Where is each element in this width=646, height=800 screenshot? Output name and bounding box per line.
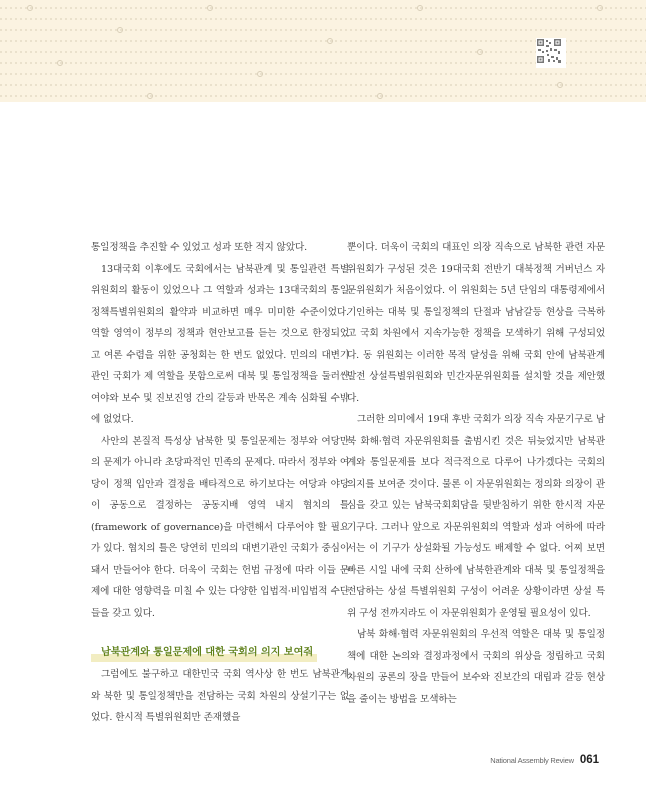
decorative-header-band <box>0 0 646 102</box>
qr-code-icon <box>536 38 566 68</box>
paragraph: 남북 화해·협력 자문위원회의 우선적 역할은 대북 및 통일정책에 대한 논의와 결정과정에서 국회의 위상을 정립하고 국회 차원의 공론의 장을 만들어 보수와 진보간의 대립과 갈등 현상을 줄이는 방법을 모색하는 <box>347 629 605 705</box>
journal-name: National Assembly Review <box>490 756 574 765</box>
paragraph: 그러한 의미에서 19대 후반 국회가 의장 직속 자문기구로 남북 화해·협력 자문위원회를 출범시킨 것은 뒤늦었지만 남북관계와 통일문제를 보다 적극적으로 다루어 나가겠다는 국회의 의지를 보여준 것이다. 물론 이 자문위원회는 정의화 의장이 관심을 갖고 있는 남북국회회담을 뒷받침하기 위한 한시적 자문기구다. 그러나 앞으로 자문위원회의 역할과 성과 여하에 따라서는 이 기구가 상설화될 가능성도 배제할 수 없다. 어찌 보면 빠른 시일 내에 국회 산하에 남북한관계와 대북 및 통일정책을 전담하는 상설 특별위원회 구성이 어려운 상황이라면 상설 특위 구성 전까지라도 이 자문위원회가 운영될 필요성이 있다. <box>347 414 605 619</box>
left-text-column <box>91 237 349 729</box>
page-number: 061 <box>579 754 599 766</box>
paragraph: 사안의 본질적 특성상 남북한 및 통일문제는 정부와 여당만의 문제가 아니라 초당파적인 민족의 문제다. 따라서 정부와 여당이 정책 입안과 결정을 배타적으로 하기보다는 여당과 야당이 공동으로 결정하는 공동지배 영역 내지 협치의 틀(framework of governance)을 마련해서 다루어야 할 필요가 있다. 협치의 틀은 당연히 민의의 대변기관인 국회가 중심이 돼서 만들어야 한다. 더욱이 국회는 헌법 규정에 따라 이들 문제에 대한 영향력을 미칠 수 있는 다양한 입법적·비입법적 수단들을 갖고 있다. <box>91 435 349 619</box>
paragraph: 그럼에도 불구하고 대한민국 국회 역사상 한 번도 남북관계와 북한 및 통일정책만을 전담하는 국회 차원의 상설기구는 없었다. 한시적 특별위원회만 존재했을 <box>91 669 349 723</box>
paragraph: 13대국회 이후에도 국회에서는 남북관계 및 통일관련 특별위원회의 활동이 있었으나 그 역할과 성과는 13대국회의 통일정책특별위원회의 활약과 비교하면 매우 미미한 수준이었다. 역할 영역이 정부의 정책과 현안보고를 듣는 것으로 한정되었고 여론 수렴을 위한 공청회는 한 번도 없었다. 민의의 대변기관인 국회가 제 역할을 못함으로써 대북 및 통일정책을 둘러싼 여야와 보수 및 진보진영 간의 갈등과 반목은 계속 심화될 수밖에 없었다. <box>91 263 349 425</box>
right-text-column <box>347 237 605 710</box>
page-footer <box>490 754 599 766</box>
paragraph: 통일정책을 추진할 수 있었고 성과 또한 적지 않았다. <box>91 242 308 253</box>
paragraph: 뿐이다. 더욱이 국회의 대표인 의장 직속으로 남북한 관련 자문위원회가 구성된 것은 19대국회 전반기 대북정책 거버넌스 자문위원회가 처음이었다. 이 위원회는 5년 단임의 대통령제에서 기인하는 대북 및 통일정책의 단절과 남남갈등 현상을 극복하고 국회 차원에서 지속가능한 정책을 모색하기 위해 구성되었다. 동 위원회는 이러한 목적 달성을 위해 국회 안에 남북관계 발전 상설특별위원회와 민간자문위원회를 설치할 것을 제안했다. <box>347 242 605 404</box>
section-heading: 남북관계와 통일문제에 대한 국회의 의지 보여줘 <box>91 644 317 662</box>
